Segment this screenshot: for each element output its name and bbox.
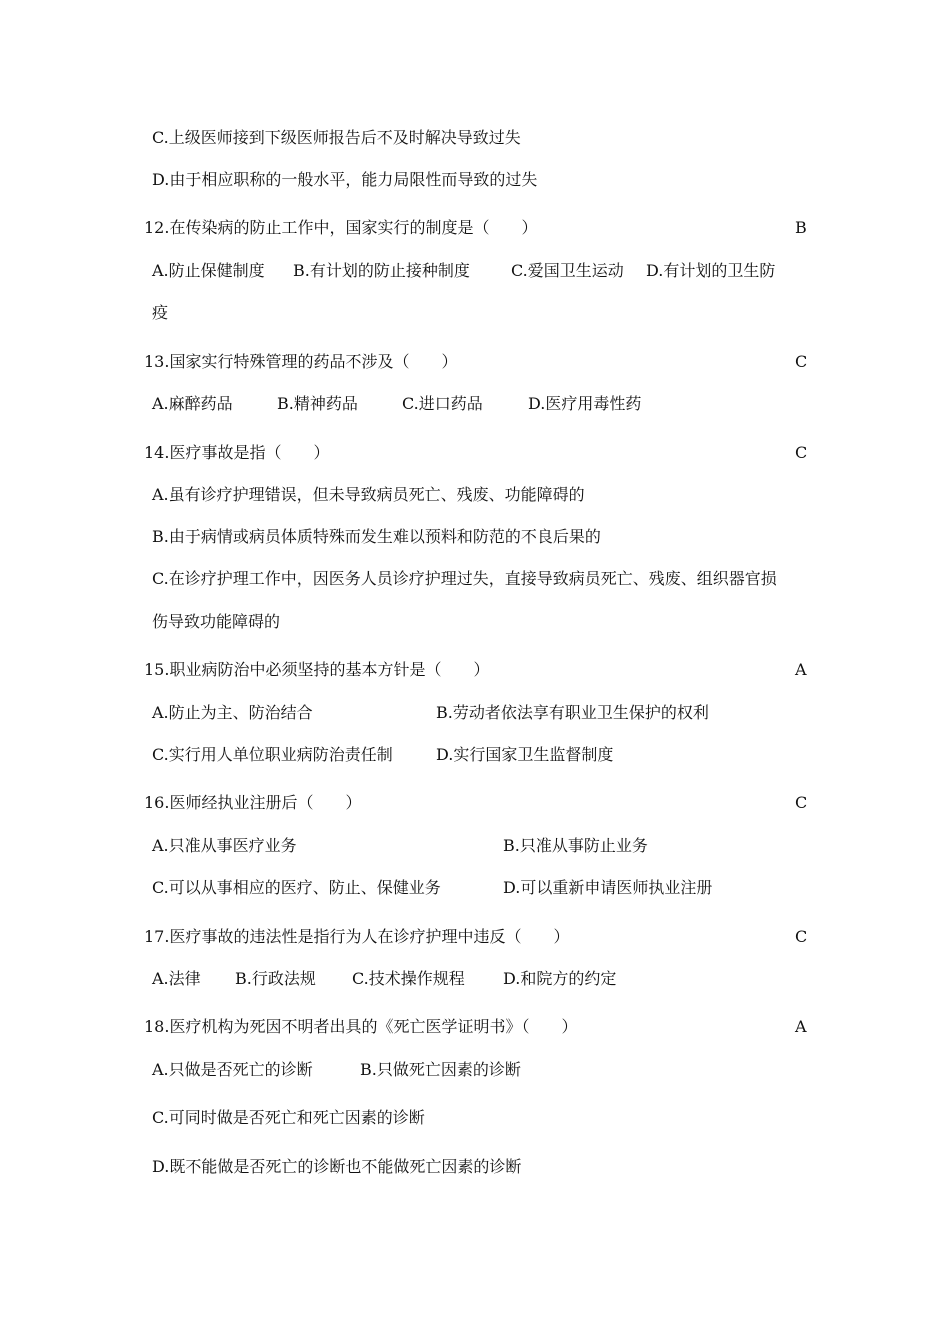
q12-option-a: A.防止保健制度 — [152, 261, 265, 280]
q18-option-a: A.只做是否死亡的诊断 — [152, 1060, 313, 1079]
option-c-q11: C.上级医师接到下级医师报告后不及时解决导致过失 — [152, 128, 521, 147]
q12-option-d: D.有计划的卫生防 — [646, 261, 776, 280]
answer-14: C — [795, 443, 808, 462]
q14-option-c-cont: 伤导致功能障碍的 — [152, 612, 281, 631]
answer-13: C — [795, 352, 808, 371]
q12-option-b: B.有计划的防止接种制度 — [293, 261, 470, 280]
q13-option-a: A.麻醉药品 — [152, 394, 233, 413]
answer-12: B — [795, 218, 807, 237]
q17-option-c: C.技术操作规程 — [352, 969, 465, 988]
q15-option-c: C.实行用人单位职业病防治责任制 — [152, 745, 393, 764]
q16-option-c: C.可以从事相应的医疗、防止、保健业务 — [152, 878, 441, 897]
q18-option-d: D.既不能做是否死亡的诊断也不能做死亡因素的诊断 — [152, 1157, 522, 1176]
q17-option-b: B.行政法规 — [235, 969, 316, 988]
question-16: 16.医师经执业注册后（ ） — [144, 793, 362, 812]
question-17: 17.医疗事故的违法性是指行为人在诊疗护理中违反（ ） — [144, 927, 570, 946]
answer-16: C — [795, 793, 808, 812]
q16-option-b: B.只准从事防止业务 — [503, 836, 648, 855]
q13-option-c: C.进口药品 — [402, 394, 483, 413]
q15-option-a: A.防止为主、防治结合 — [152, 703, 313, 722]
q18-option-b: B.只做死亡因素的诊断 — [360, 1060, 521, 1079]
q18-option-c: C.可同时做是否死亡和死亡因素的诊断 — [152, 1108, 425, 1127]
q16-option-d: D.可以重新申请医师执业注册 — [503, 878, 713, 897]
q17-option-d: D.和院方的约定 — [503, 969, 617, 988]
question-13: 13.国家实行特殊管理的药品不涉及（ ） — [144, 352, 458, 371]
question-12: 12.在传染病的防止工作中，国家实行的制度是（ ） — [144, 218, 538, 237]
question-18: 18.医疗机构为死因不明者出具的《死亡医学证明书》（ ） — [144, 1017, 578, 1036]
answer-15: A — [795, 660, 807, 679]
q13-option-d: D.医疗用毒性药 — [528, 394, 642, 413]
q12-option-d-cont: 疫 — [152, 303, 169, 322]
q14-option-b: B.由于病情或病员体质特殊而发生难以预料和防范的不良后果的 — [152, 527, 601, 546]
q13-option-b: B.精神药品 — [277, 394, 358, 413]
q14-option-a: A.虽有诊疗护理错误，但未导致病员死亡、残废、功能障碍的 — [152, 485, 585, 504]
q17-option-a: A.法律 — [152, 969, 201, 988]
answer-17: C — [795, 927, 808, 946]
q16-option-a: A.只准从事医疗业务 — [152, 836, 297, 855]
q12-option-c: C.爱国卫生运动 — [511, 261, 624, 280]
question-14: 14.医疗事故是指（ ） — [144, 443, 330, 462]
option-d-q11: D.由于相应职称的一般水平，能力局限性而导致的过失 — [152, 170, 538, 189]
question-15: 15.职业病防治中必须坚持的基本方针是（ ） — [144, 660, 490, 679]
answer-18: A — [795, 1017, 807, 1036]
q15-option-d: D.实行国家卫生监督制度 — [436, 745, 614, 764]
q14-option-c: C.在诊疗护理工作中，因医务人员诊疗护理过失，直接导致病员死亡、残废、组织器官损 — [152, 569, 777, 588]
q15-option-b: B.劳动者依法享有职业卫生保护的权利 — [436, 703, 709, 722]
